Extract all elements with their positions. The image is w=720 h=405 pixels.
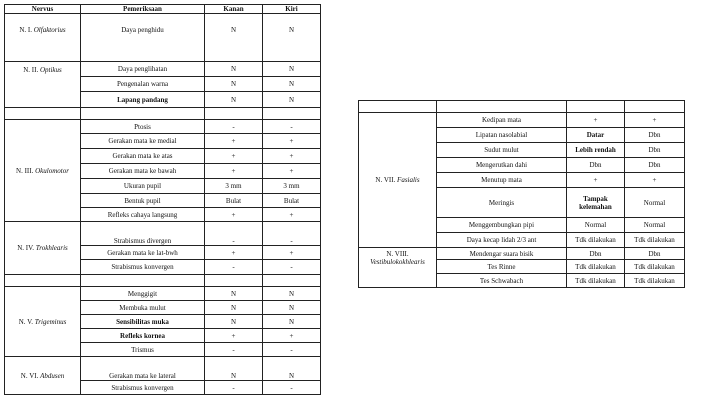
nerve-2-label: N. II. Optikus [5,62,81,108]
exam-cell: Strabismus divergen [81,222,205,246]
header-row [5,5,321,14]
right-value: N [205,301,263,315]
right-value: N [205,14,263,62]
right-value: 3 mm [205,179,263,194]
right-value: Tdk dilakukan [567,260,625,274]
exam-cell: Gerakan mata ke lat-bwh [81,246,205,260]
exam-cell: Bentuk pupil [81,194,205,208]
exam-cell: Lipatan nasolabial [437,128,567,143]
right-value: Datar [567,128,625,143]
left-value: N [263,301,321,315]
right-value: - [205,381,263,395]
left-value: N [263,77,321,92]
left-value: - [263,222,321,246]
exam-cell: Strabismus konvergen [81,260,205,275]
nerve-7-label: N. VII. Fasialis [359,113,437,248]
right-value: Tampak kelemahan [567,188,625,218]
right-value: N [205,62,263,77]
nerve-4-label: N. IV. Trokhlearis [5,222,81,275]
exam-cell: Pengenalan warna [81,77,205,92]
left-value: - [263,120,321,134]
left-value: + [625,113,685,128]
exam-cell: Daya kecap lidah 2/3 ant [437,233,567,248]
nerve-1-label: N. I. Olfaktorius [5,14,81,62]
exam-cell: Gerakan mata ke lateral [81,357,205,381]
right-value: Dbn [567,158,625,173]
exam-cell: Strabismus konvergen [81,381,205,395]
spacer-row [359,101,685,113]
exam-cell: Sudut mulut [437,143,567,158]
left-value: - [263,381,321,395]
exam-cell: Daya penglihatan [81,62,205,77]
right-value: N [205,357,263,381]
left-value: N [263,357,321,381]
right-value: - [205,222,263,246]
header-nervus: Nervus [5,5,81,14]
table-row [5,62,321,77]
right-value: Bulat [205,194,263,208]
nerve-3-label: N. III. Okulomotor [5,120,81,222]
header-pemeriksaan: Pemeriksaan [81,5,205,14]
table-row [359,113,685,128]
spacer-row [5,108,321,120]
left-value: N [263,62,321,77]
right-value: Dbn [567,248,625,260]
left-value: N [263,14,321,62]
right-value: + [567,173,625,188]
right-value: - [205,343,263,357]
left-value: N [263,92,321,108]
header-kiri: Kiri [263,5,321,14]
table-row [5,287,321,301]
cranial-nerve-table-right [358,100,685,288]
left-value: + [263,164,321,179]
right-value: + [205,134,263,149]
exam-cell: Kedipan mata [437,113,567,128]
left-value: N [263,287,321,301]
left-value: + [263,149,321,164]
right-value: N [205,287,263,301]
header-kanan: Kanan [205,5,263,14]
cranial-nerve-table-left [4,4,321,395]
right-value: + [205,246,263,260]
exam-cell: Mengerutkan dahi [437,158,567,173]
right-value: Tdk dilakukan [567,274,625,288]
left-value: + [263,208,321,222]
right-value: + [567,113,625,128]
right-value: + [205,164,263,179]
exam-cell: Meringis [437,188,567,218]
left-value: - [263,260,321,275]
left-value: Tdk dilakukan [625,274,685,288]
table-row [5,357,321,381]
right-value: Lebih rendah [567,143,625,158]
right-value: + [205,149,263,164]
exam-cell: Gerakan mata ke bawah [81,164,205,179]
right-value: Normal [567,218,625,233]
exam-cell: Menggembungkan pipi [437,218,567,233]
right-value: Tdk dilakukan [567,233,625,248]
exam-cell: Membuka mulut [81,301,205,315]
exam-cell: Tes Schwabach [437,274,567,288]
table-row [5,120,321,134]
exam-cell: Gerakan mata ke atas [81,149,205,164]
exam-cell: Ptosis [81,120,205,134]
exam-cell: Ukuran pupil [81,179,205,194]
left-value: + [263,246,321,260]
exam-cell: Gerakan mata ke medial [81,134,205,149]
nerve-6-label: N. VI. Abdusen [5,357,81,395]
right-value: - [205,260,263,275]
left-value: N [263,315,321,329]
right-value: - [205,120,263,134]
nerve-5-label: N. V. Trigeminus [5,287,81,357]
left-value: Normal [625,218,685,233]
exam-cell: Trismus [81,343,205,357]
exam-cell: Menggigit [81,287,205,301]
left-value: Dbn [625,248,685,260]
right-value: + [205,208,263,222]
left-value: Normal [625,188,685,218]
exam-cell: Refleks kornea [81,329,205,343]
left-value: Tdk dilakukan [625,260,685,274]
left-value: Dbn [625,143,685,158]
left-value: - [263,343,321,357]
nerve-8-label: N. VIII. Vestibulokokhlearis [359,248,437,288]
right-value: N [205,92,263,108]
table-row [5,222,321,246]
left-value: 3 mm [263,179,321,194]
left-value: Bulat [263,194,321,208]
table-row [359,248,685,260]
spacer-row [5,275,321,287]
right-value: N [205,77,263,92]
left-value: Tdk dilakukan [625,233,685,248]
left-value: Dbn [625,158,685,173]
right-value: + [205,329,263,343]
nerve-1-row [5,14,321,62]
left-value: + [263,134,321,149]
exam-cell: Daya penghidu [81,14,205,62]
exam-cell: Refleks cahaya langsung [81,208,205,222]
exam-cell: Lapang pandang [81,92,205,108]
exam-cell: Tes Rinne [437,260,567,274]
left-value: Dbn [625,128,685,143]
exam-cell: Sensibilitas muka [81,315,205,329]
exam-cell: Menutup mata [437,173,567,188]
right-value: N [205,315,263,329]
left-value: + [625,173,685,188]
left-value: + [263,329,321,343]
exam-cell: Mendengar suara bisik [437,248,567,260]
